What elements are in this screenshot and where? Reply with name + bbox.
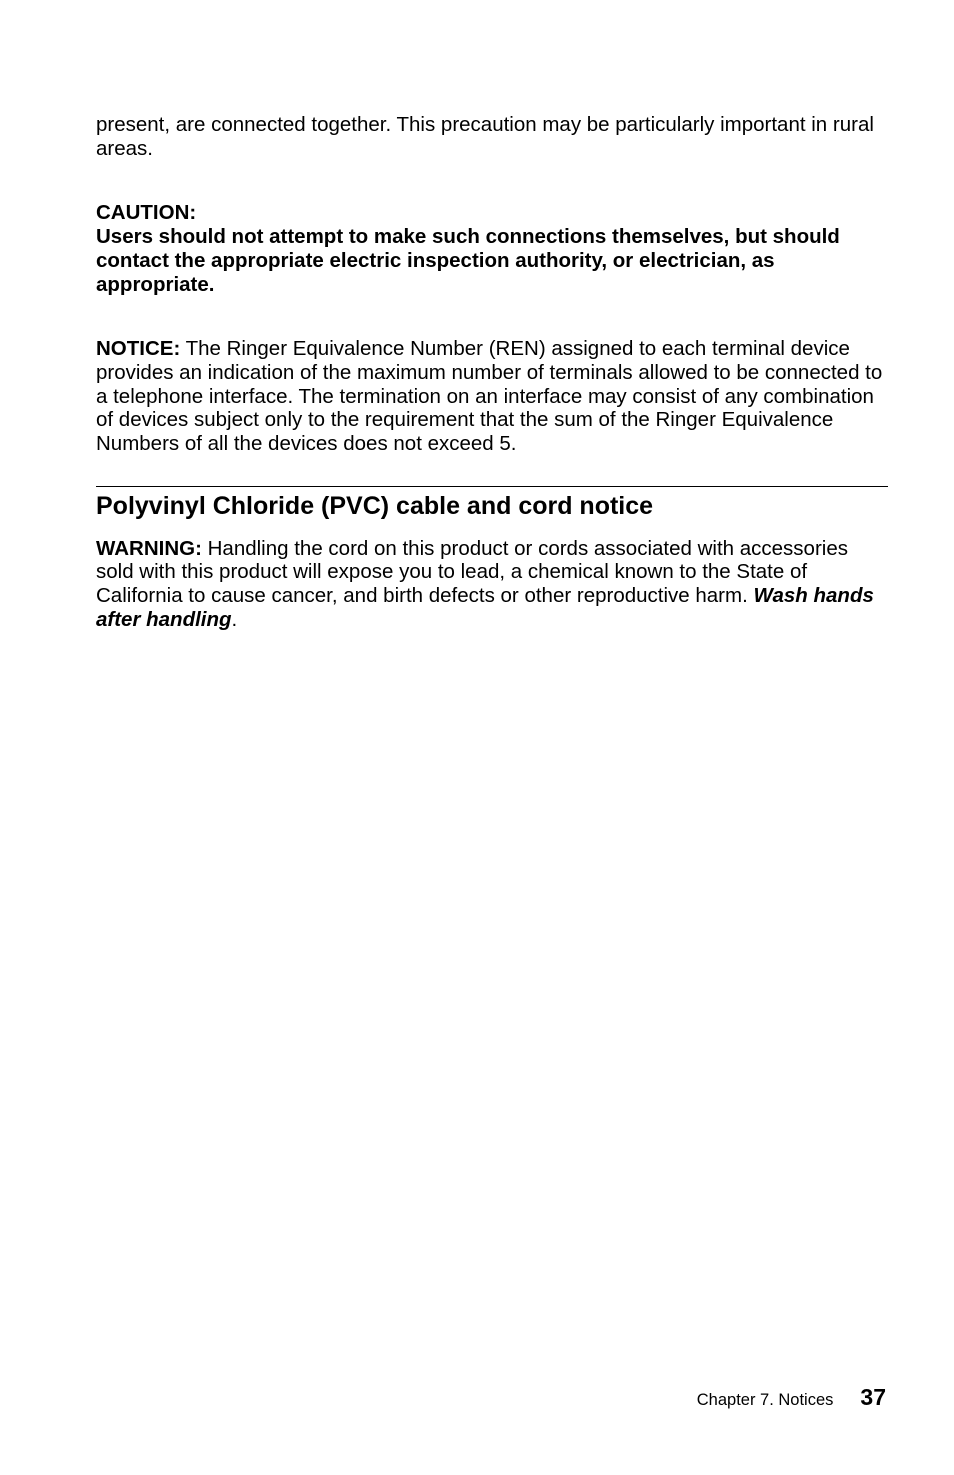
page-footer — [697, 1384, 886, 1410]
caution-label: CAUTION: — [96, 201, 197, 225]
page-body — [96, 113, 888, 632]
footer-chapter: Chapter 7. Notices — [696, 1391, 834, 1409]
notice-label: NOTICE: — [96, 337, 181, 361]
section-heading-pvc: Polyvinyl Chloride (PVC) cable and cord notice — [96, 491, 654, 520]
warning-end: . — [231, 607, 238, 631]
warning-text: Handling the cord on this product or cords associated with accessories sold with this product will expose you to lead, a chemical known to the State of California to cause cancer, and birth defects or other reproductive harm. — [96, 536, 848, 608]
section-divider — [96, 486, 888, 487]
notice-text: The Ringer Equivalence Number (REN) assigned to each terminal device provides an indication of the maximum number of terminals allowed to be connected to a telephone interface. The termination on an interface may consist of any combination of devices subject only to the requirement that the sum of the Ringer Equivalence Numbers of all the devices does not exceed 5. — [96, 337, 883, 456]
page-number: 37 — [860, 1384, 886, 1410]
warning-emphasis: Wash hands after handling — [96, 584, 874, 631]
warning-label: WARNING: — [96, 536, 202, 560]
intro-paragraph: present, are connected together. This precaution may be particularly important in rural areas. — [96, 113, 874, 160]
warning-paragraph — [96, 537, 888, 632]
notice-paragraph — [96, 337, 888, 456]
caution-text: Users should not attempt to make such connections themselves, but should contact the appropriate electric inspection authority, or electrician, as appropriate. — [96, 225, 840, 296]
